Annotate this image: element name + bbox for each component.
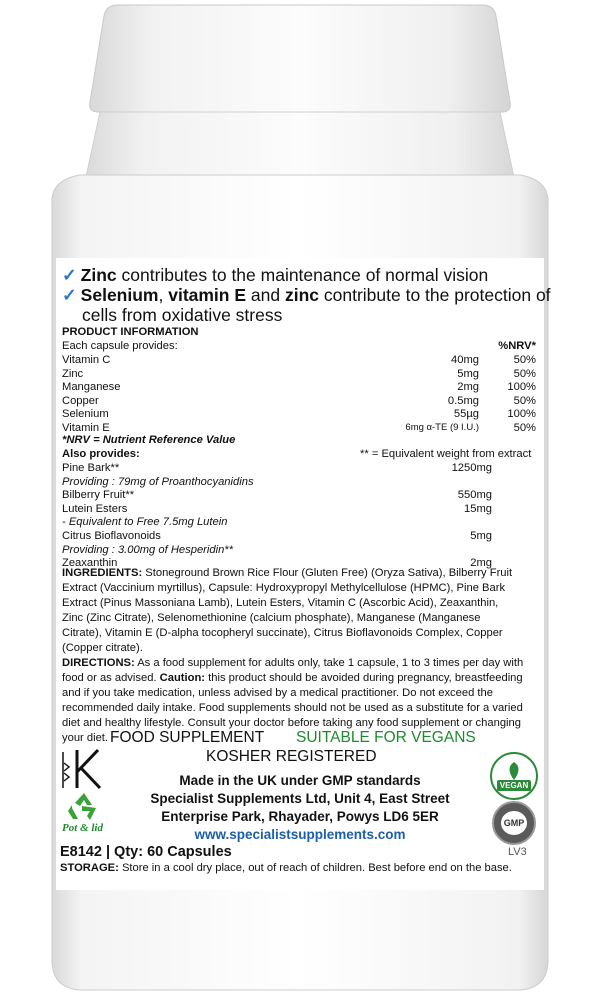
- each-capsule-row: Each capsule provides: %NRV*: [62, 340, 536, 352]
- check-icon: ✓: [62, 265, 77, 285]
- extract-row: Citrus Bioflavonoids 5mg: [62, 530, 492, 542]
- suitable-for-vegans: SUITABLE FOR VEGANS: [296, 729, 476, 746]
- nrv-note: *NRV = Nutrient Reference Value: [62, 434, 236, 446]
- also-provides-row: Also provides: ** = Equivalent weight from extract: [62, 448, 532, 460]
- storage-line: STORAGE: Store in a cool dry place, out of reach of children. Best before end on the base.: [60, 862, 512, 874]
- extract-row: Zeaxanthin 2mg: [62, 557, 492, 570]
- vegan-badge: VEGAN: [490, 752, 538, 800]
- website-link[interactable]: www.specialistsupplements.com: [194, 827, 406, 842]
- nutrient-row: Copper 0.5mg 50%: [62, 394, 536, 407]
- extract-row: Pine Bark** 1250mg: [62, 462, 492, 474]
- ingredients-block: INGREDIENTS: Stoneground Brown Rice Flour (Gluten Free) (Oryza Sativa), Bilberry Fruit Extract (Vaccinium myrtillus), Capsule: Hydroxypropyl Methylcellulose (HPMC), Pine Bark Extract (Pinus Massoniana Lamb), Lutein Esters, Vitamin C (Ascorbic Acid), Zeaxanthin, Zinc (Zinc Citrate), Selenomethionine (calcium phosphate), Manganese (Manganese Citrate), Vitamin E (D-alpha tocopheryl succinate), Citrus Bioflavonoids Complex, Copper (Copper citrate).: [62, 567, 513, 654]
- recycle-label: Pot & lid: [62, 822, 103, 834]
- company-address: Enterprise Park, Rhayader, Powys LD6 5ER: [161, 809, 439, 824]
- check-icon: ✓: [62, 285, 77, 305]
- k-logo-icon: [60, 748, 106, 790]
- claim-vision: ✓ Zinc contributes to the maintenance of normal vision: [62, 265, 489, 285]
- product-info-heading: PRODUCT INFORMATION: [62, 326, 199, 338]
- extract-row: Lutein Esters 15mg: [62, 502, 492, 515]
- extract-row: - Equivalent to Free 7.5mg Lutein: [62, 516, 228, 529]
- leaf-icon: [492, 754, 536, 798]
- company-name: Specialist Supplements Ltd, Unit 4, East Street: [150, 791, 450, 806]
- nutrient-row: Vitamin E 6mg α-TE (9 I.U.) 50%: [62, 421, 536, 434]
- food-supplement-label: FOOD SUPPLEMENT: [110, 729, 265, 746]
- kosher-registered: KOSHER REGISTERED: [206, 748, 377, 765]
- product-code: E8142 | Qty: 60 Capsules: [60, 844, 232, 860]
- nutrient-row: Selenium 55µg 100%: [62, 408, 536, 420]
- nutrient-row: Manganese 2mg 100%: [62, 381, 536, 393]
- claim-oxidative-line2: cells from oxidative stress: [82, 305, 283, 325]
- gmp-badge: GMP: [492, 801, 536, 845]
- nutrient-row: Zinc 5mg 50%: [62, 367, 536, 380]
- extract-row: Bilberry Fruit** 550mg: [62, 489, 492, 502]
- directions-block: DIRECTIONS: As a food supplement for adults only, take 1 capsule, 1 to 3 times per day with food or as advised. Caution: this product should be avoided during pregnancy, breastfeeding and if you take medication, unless advised by a medical practitioner. Do not exceed the recommended daily intake. Food supplements should not be used as a substitute for a varied diet and healthy lifestyle. Consult your doctor before taking any food supplement or changing your diet.: [62, 657, 524, 744]
- nutrient-row: Vitamin C 40mg 50%: [62, 354, 536, 366]
- extract-row: Providing : 3.00mg of Hesperidin**: [62, 543, 234, 556]
- claim-oxidative: ✓ Selenium, vitamin E and zinc contribute to the protection of: [62, 285, 551, 305]
- made-in-uk: Made in the UK under GMP standards: [179, 773, 421, 788]
- extract-row: Providing : 79mg of Proanthocyanidins: [62, 475, 254, 488]
- label-version: LV3: [508, 846, 527, 858]
- recycle-icon: [62, 791, 106, 821]
